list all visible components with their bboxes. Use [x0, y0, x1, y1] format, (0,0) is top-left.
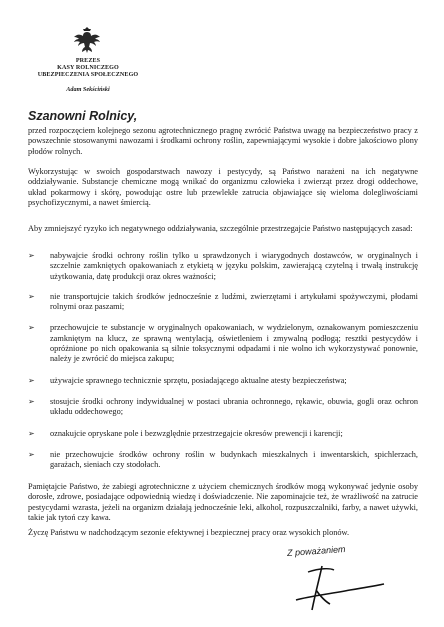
paragraph-safety-text: Pamiętajcie Państwo, że zabiegi agrotechniczne z użyciem chemicznych środków mogą wykonywać jedynie osoby dorosłe, zdrowe, posiadające odpowiednią wiedzę i doświadczenie. Nie zapominajcie też, że wrażliwość na zatrucie pestycydami wzrasta, jeżeli na organizm działają jednocześnie leki, alkohol, rozpuszczalniki, farby, a nawet używki, takie jak tytoń czy kawa. [28, 482, 418, 522]
rule-text: nie przechowujcie środków ochrony roślin w budynkach mieszkalnych i inwentarskich, spichlerzach, garażach, sieniach czy stodołach. [50, 449, 418, 470]
arrow-bullet-icon: ➢ [28, 375, 35, 385]
rule-text: oznakujcie opryskane pole i bezwzględnie przestrzegajcie okresów prewencji i karencji; [50, 428, 343, 438]
header-title: PREZES [75, 58, 101, 64]
list-item [28, 323, 418, 364]
list-item [28, 292, 418, 313]
header-institution-line1: KASY ROLNICZEGO [57, 65, 119, 71]
list-item [28, 376, 418, 386]
paragraph-closing [28, 528, 418, 538]
rule-text: stosujcie środki ochrony indywidualnej w postaci ubrania ochronnego, rękawic, obuwia, gogli oraz ochron układu oddechowego; [50, 396, 418, 417]
polish-eagle-emblem-icon [72, 24, 102, 56]
paragraph-rules-intro-text: Aby zmniejszyć ryzyko ich negatywnego oddziaływania, szczególnie przestrzegajcie Państwo następujących zasad: [28, 224, 413, 233]
rule-text: nabywajcie środki ochrony roślin tylko u sprawdzonych i wiarygodnych dostawców, w oryginalnych i szczelnie zamkniętych opakowaniach z etykietą w języku polskim, zawierającą czytelną i trwałą instrukcję użytkowania, datę produkcji oraz okres ważności; [50, 251, 418, 281]
paragraph-danger [28, 167, 418, 208]
paragraph-safety [28, 482, 418, 523]
list-item [28, 450, 418, 471]
arrow-bullet-icon: ➢ [28, 396, 35, 406]
handwritten-note: Z poważaniem [286, 543, 346, 559]
rule-text: przechowujcie te substancje w oryginalnych opakowaniach, w wydzielonym, oznakowanym pomieszczeniu zamkniętym na klucz, ze sprawną wentylacją, oświetleniem i zmywalną podłogą; resztki pestycydów i opróżnione po nich opakowania są silnie toksycznymi odpadami i nie wolno ich wykorzystywać ponownie, należy je zwrócić do miejsca zakupu; [50, 323, 418, 364]
paragraph-intro-text: przed rozpoczęciem kolejnego sezonu agrotechnicznego pragnę zwrócić Państwa uwagę na bezpieczeństwo pracy z powszechnie stosowanymi nawozami i środkami ochrony roślin, zapewniającymi wysokie i dobre jakościowo plony płodów rolnych. [28, 126, 418, 156]
list-item [28, 251, 418, 282]
institution-header [28, 58, 148, 79]
list-item [28, 397, 418, 418]
arrow-bullet-icon: ➢ [28, 428, 35, 438]
arrow-bullet-icon: ➢ [28, 449, 35, 459]
paragraph-intro [28, 126, 418, 157]
paragraph-danger-text: Wykorzystując w swoich gospodarstwach nawozy i pestycydy, są Państwo narażeni na ich negatywne oddziaływanie. Substancje chemiczne mogą wnikać do organizmu człowieka i zwierząt przez drogi oddechowe, układ pokarmowy i skórę, powodując ostre lub przewlekłe zatrucia objawiające się wieloma dolegliwościami psychofizycznymi, a nawet śmiercią. [28, 167, 418, 207]
paragraph-rules-intro [28, 224, 418, 234]
list-item [28, 429, 418, 439]
header-institution-line2: UBEZPIECZENIA SPOŁECZNEGO [37, 72, 139, 78]
arrow-bullet-icon: ➢ [28, 291, 35, 301]
handwritten-signature [290, 560, 386, 616]
arrow-bullet-icon: ➢ [28, 251, 35, 260]
rule-text: nie transportujcie takich środków jednocześnie z ludźmi, zwierzętami i artykułami spożywczymi, płodami rolnymi oraz paszami; [50, 291, 418, 312]
rule-text: używajcie sprawnego technicznie sprzętu, posiadającego aktualne atesty bezpieczeństwa; [50, 375, 347, 385]
arrow-bullet-icon: ➢ [28, 323, 35, 333]
paragraph-closing-text: Życzę Państwu w nadchodzącym sezonie efektywnej i bezpiecznej pracy oraz wysokich plonów. [28, 528, 350, 537]
greeting: Szanowni Rolnicy, [28, 109, 138, 123]
signer-name: Adam Sekściński [66, 86, 110, 93]
rules-list [28, 251, 418, 470]
